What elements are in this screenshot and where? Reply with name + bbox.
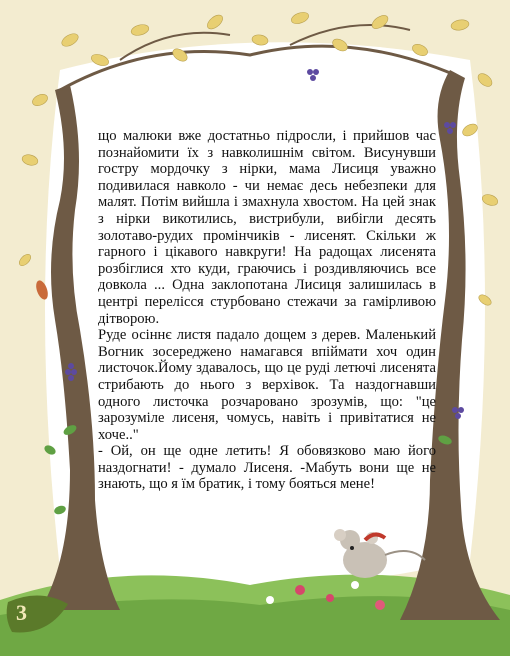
- story-paragraph-3: - Ой, он ще одне летить! Я обовязково маю його наздогнати! - думало Лисеня. -Мабуть вони ще не знають, що я їм братик, і тому бояться мене!: [98, 443, 436, 493]
- story-paragraph-1: що малюки вже достатньо підросли, і прийшов час познайомити їх з навколишнім світом. Висунувши гостру мордочку з нірки, мама Лисиця уважно подивилася навколо - чи немає десь небезпеки для малят. Потім вийшла і змахнула хвостом. На цей знак з нірки викотились, вистрибули, вибігли десять золотаво-рудих промінчиків - лисенят. Скільки ж гарного і цікавого навкруги! На радощах лисенята розбіглися хто куди, граючись і роздивляючись все довкола ... Одна заклопотана Лисиця залишилась в центрі перелісся стурбовано стежачи за гамірливою дітворою.: [98, 128, 436, 327]
- story-paragraph-2: Руде осіннє листя падало дощем з дерев. Маленький Вогник зосереджено намагався впіймати хоч один листочок.Йому здавалось, що це руді летючі лисенята стрибають до нього з верхівок. Та наздогнавши одного листочка розчаровано зрозумів, що: "це зарозуміле лисеня, чомусь, навіть і привітатися не хоче..": [98, 327, 436, 443]
- page-number: 3: [16, 600, 27, 625]
- top-branch-small-right: [290, 25, 410, 45]
- story-text: [98, 128, 436, 493]
